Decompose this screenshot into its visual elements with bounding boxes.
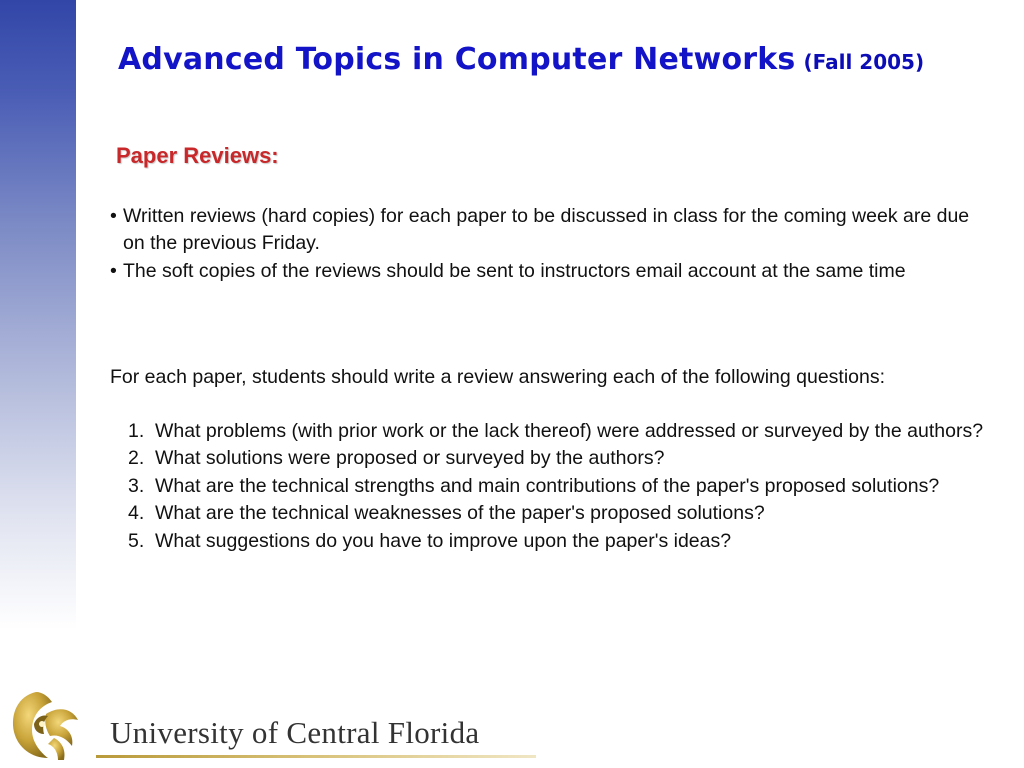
question-number: 2.	[128, 447, 145, 470]
slide-title	[118, 42, 998, 77]
question-number: 5.	[128, 529, 145, 552]
question-text: What are the technical weaknesses of the paper's proposed solutions?	[155, 502, 765, 525]
question-item	[128, 500, 988, 527]
bullet-item	[110, 203, 990, 258]
question-number: 1.	[128, 420, 145, 442]
question-item	[128, 445, 988, 472]
section-heading: Paper Reviews:	[116, 143, 279, 168]
question-text: What problems (with prior work or the lack thereof) were addressed or surveyed by the authors?	[155, 420, 984, 442]
question-text: What solutions were proposed or surveyed by the authors?	[155, 447, 665, 470]
left-gradient-band	[0, 0, 76, 768]
intro-paragraph: For each paper, students should write a review answering each of the following questions:	[110, 366, 886, 388]
bullet-text: Written reviews (hard copies) for each paper to be discussed in class for the coming week are due on the previous Friday.	[123, 205, 970, 255]
question-item	[128, 473, 988, 500]
question-number: 3.	[128, 474, 145, 497]
footer-gold-rule	[96, 755, 536, 758]
pegasus-logo-icon	[6, 684, 82, 764]
question-list	[128, 418, 988, 555]
bullet-list	[110, 203, 990, 285]
bullet-text: The soft copies of the reviews should be sent to instructors email account at the same time	[123, 259, 906, 282]
bullet-dot: •	[110, 259, 117, 282]
question-text: What suggestions do you have to improve upon the paper's ideas?	[155, 529, 732, 552]
question-item	[128, 528, 988, 555]
question-text: What are the technical strengths and main contributions of the paper's proposed solutions?	[155, 474, 940, 497]
title-main: Advanced Topics in Computer Networks	[118, 42, 796, 77]
bullet-dot: •	[110, 205, 117, 227]
question-number: 4.	[128, 502, 145, 525]
title-suffix: (Fall 2005)	[803, 50, 925, 74]
question-item	[128, 418, 988, 445]
bullet-item	[110, 258, 990, 285]
university-name: University of Central Florida	[110, 715, 480, 750]
